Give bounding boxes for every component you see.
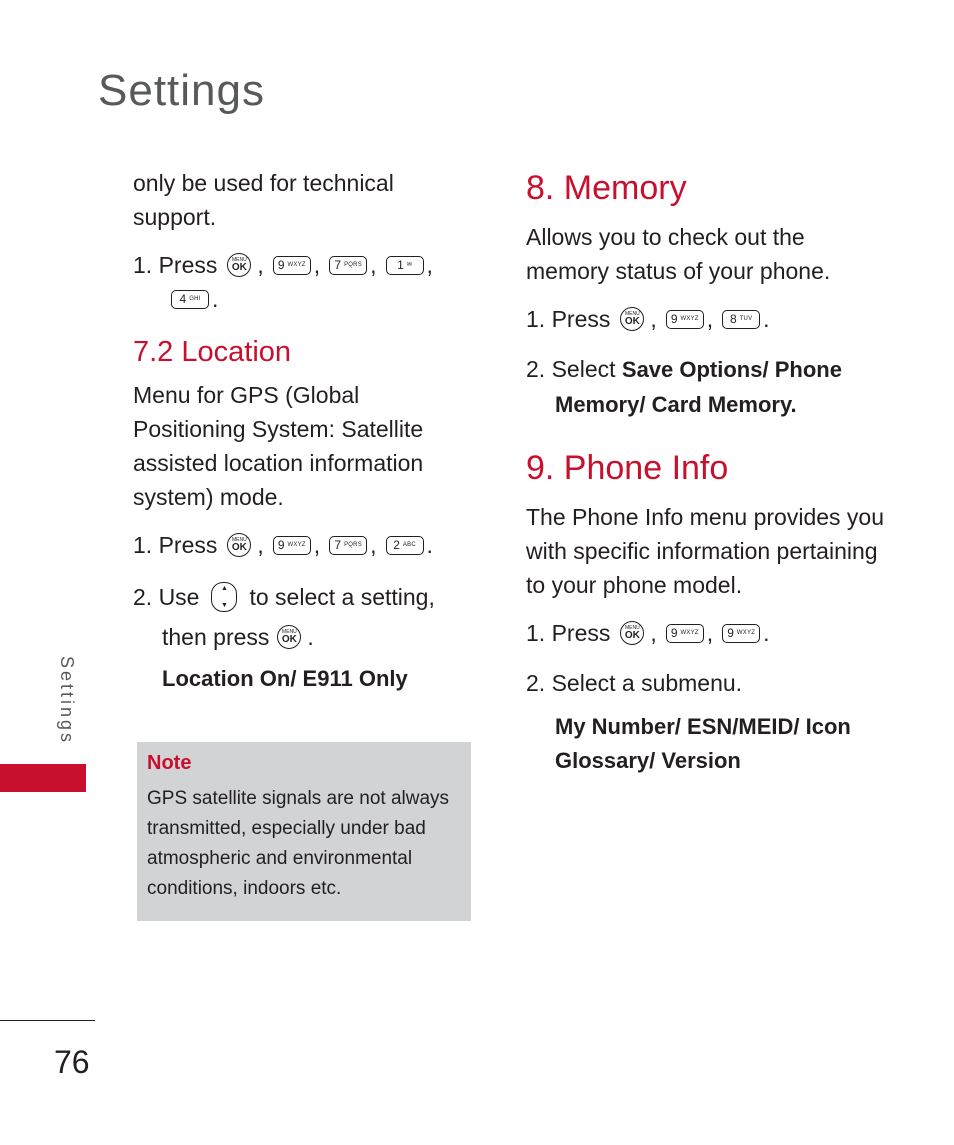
intro-text: only be used for technical support. (133, 170, 394, 230)
memory-options: Save Options/ Phone Memory/ Card Memory. (555, 357, 842, 417)
key-9-icon: 9 WXYZ (666, 624, 704, 643)
step-press-memory (526, 302, 886, 336)
location-description: Menu for GPS (Global Positioning System: Satellite assisted location information system) mode. (133, 382, 424, 510)
note-text: GPS satellite signals are not always transmitted, especially under bad atmospheric and environmental conditions, indoors etc. (147, 788, 450, 899)
memory-description: Allows you to check out the memory status of your phone. (526, 224, 831, 284)
location-options: Location On/ E911 Only (162, 666, 408, 691)
page-number: 76 (54, 1044, 90, 1080)
phone-info-options: My Number/ ESN/MEID/ Icon Glossary/ Version (555, 714, 851, 773)
comma: , (706, 306, 714, 332)
note-title: Note (147, 752, 192, 774)
step-label: 2. Use (133, 584, 200, 610)
key-9-icon: 9 WXYZ (722, 624, 760, 643)
step-label: 2. Select (526, 356, 616, 382)
comma: , (650, 620, 657, 646)
left-column (133, 166, 478, 696)
key-2-icon: 2 ABC (386, 536, 424, 555)
footer-rule (0, 1020, 95, 1021)
comma: , (313, 532, 321, 558)
key-1-icon: 1 ✉ (386, 256, 424, 275)
step-text: then press (162, 624, 270, 650)
comma: , (370, 252, 377, 278)
page-title: Settings (98, 66, 265, 115)
comma: , (370, 532, 377, 558)
section-title-memory: 8. Memory (526, 169, 687, 207)
comma: , (313, 252, 321, 278)
step-label: 1. Press (133, 532, 218, 558)
step-label: 1. Press (526, 620, 611, 646)
note-box (137, 742, 471, 921)
step-label: 1. Press (133, 252, 218, 278)
section-title-location: 7.2 Location (133, 336, 292, 368)
step-text: 2. Select a submenu. (526, 670, 743, 696)
right-column (526, 166, 886, 778)
period: . (763, 306, 770, 332)
comma: , (257, 252, 264, 278)
key-9-icon: 9 WXYZ (273, 536, 311, 555)
period: . (426, 532, 433, 558)
key-7-icon: 7 PQRS (329, 536, 367, 555)
sidebar-section-label: Settings (57, 656, 77, 746)
step-text: to select a setting, (249, 584, 435, 610)
section-title-phone-info: 9. Phone Info (526, 449, 729, 487)
step-label: 1. Press (526, 306, 611, 332)
step-press-technical (133, 248, 478, 316)
key-7-icon: 7 PQRS (329, 256, 367, 275)
key-4-icon: 4 GHI (171, 290, 209, 309)
comma: , (257, 532, 264, 558)
menu-ok-key-icon: MENU OK (620, 621, 644, 645)
key-9-icon: 9 WXYZ (273, 256, 311, 275)
period: . (212, 286, 219, 312)
comma: , (706, 620, 714, 646)
step-select-submenu (526, 666, 886, 700)
menu-ok-key-icon: MENU OK (620, 307, 644, 331)
step-then-press (133, 620, 478, 654)
step-press-phone-info (526, 616, 886, 650)
key-9-icon: 9 WXYZ (666, 310, 704, 329)
period: . (307, 624, 314, 650)
step-use-nav (133, 580, 478, 614)
period: . (763, 620, 770, 646)
sidebar-section-tab (0, 764, 86, 792)
menu-ok-key-icon: MENU OK (227, 253, 251, 277)
phone-info-description: The Phone Info menu provides you with specific information pertaining to your phone model. (526, 504, 885, 598)
key-8-icon: 8 TUV (722, 310, 760, 329)
step-select-memory (526, 352, 886, 422)
comma: , (426, 252, 433, 278)
nav-up-down-key-icon: ▲ ▼ (211, 582, 237, 612)
menu-ok-key-icon: MENU OK (277, 625, 301, 649)
menu-ok-key-icon: MENU OK (227, 533, 251, 557)
step-press-location (133, 528, 478, 562)
comma: , (650, 306, 657, 332)
